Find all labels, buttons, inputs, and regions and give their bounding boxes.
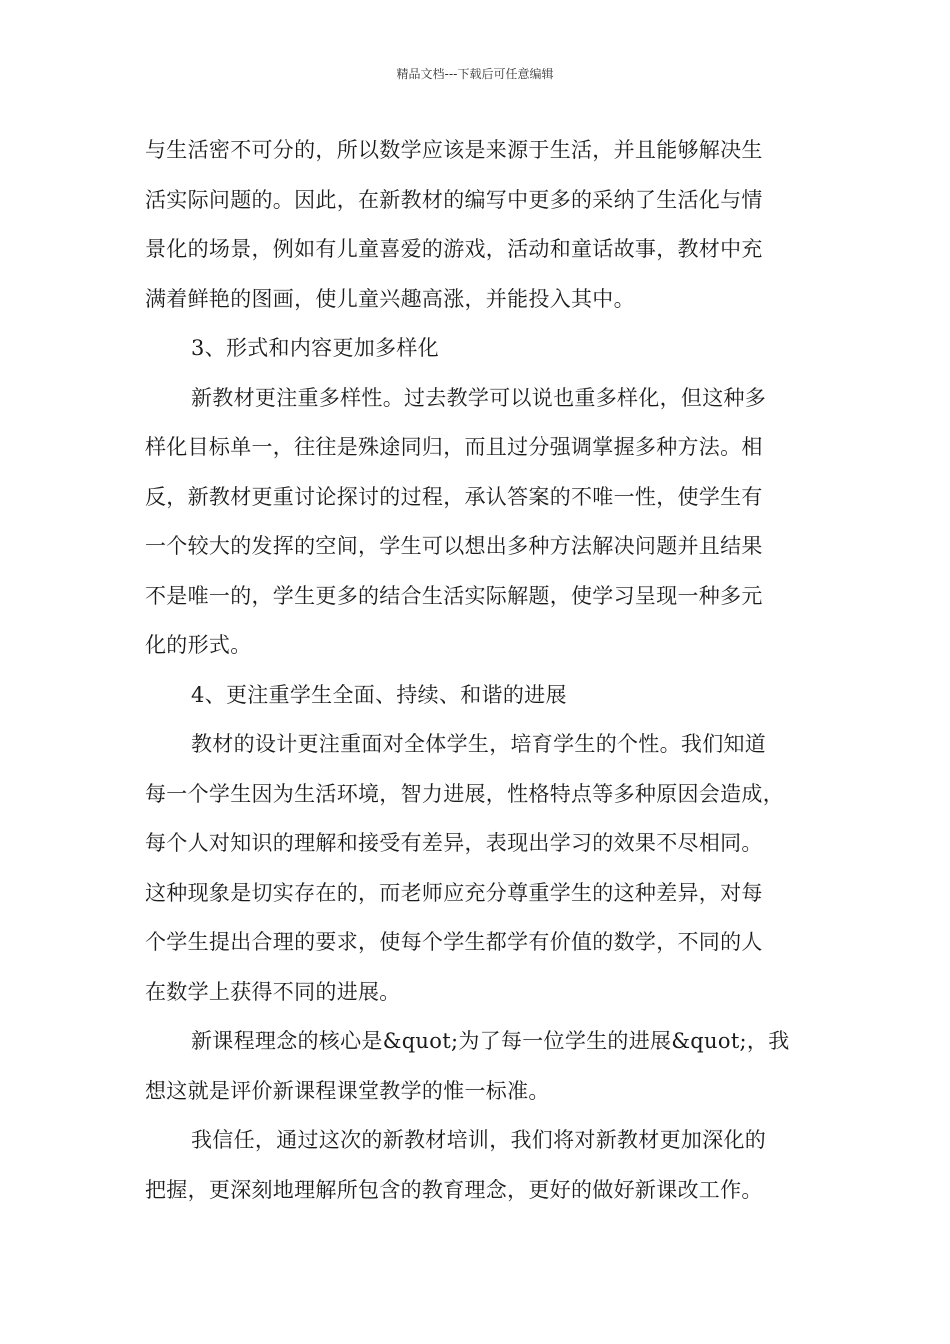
- text-line: 活实际问题的。因此，在新教材的编写中更多的采纳了生活化与情: [145, 187, 763, 212]
- page-header: 精品文档---下载后可任意编辑: [396, 67, 554, 81]
- text-line: 满着鲜艳的图画，使儿童兴趣高涨，并能投入其中。: [145, 286, 635, 311]
- text-line: 教材的设计更注重面对全体学生，培育学生的个性。我们知道: [191, 732, 767, 756]
- text-line: 每一个学生因为生活环境，智力进展，性格特点等多种原因会造成，: [145, 781, 784, 806]
- text-line: 不是唯一的，学生更多的结合生活实际解题，使学习呈现一种多元: [145, 583, 763, 608]
- section-heading: 4、更注重学生全面、持续、和谐的进展: [191, 682, 567, 707]
- section-heading: 3、形式和内容更加多样化: [191, 336, 439, 360]
- text-line: 化的形式。: [145, 633, 252, 657]
- text-line: 样化目标单一，往往是殊途同归，而且过分强调掌握多种方法。相: [145, 435, 763, 459]
- text-line: 这种现象是切实存在的，而老师应充分尊重学生的这种差异，对每: [145, 880, 763, 905]
- text-line: 我信任，通过这次的新教材培训，我们将对新教材更加深化的: [191, 1128, 767, 1152]
- text-line: 反，新教材更重讨论探讨的过程，承认答案的不唯一性，使学生有: [145, 484, 763, 509]
- text-line: 景化的场景，例如有儿童喜爱的游戏，活动和童话故事，教材中充: [145, 237, 763, 261]
- text-line: 想这就是评价新课程课堂教学的惟一标准。: [145, 1078, 550, 1103]
- text-line: 每个人对知识的理解和接受有差异，表现出学习的效果不尽相同。: [145, 831, 763, 855]
- text-line: 个学生提出合理的要求，使每个学生都学有价值的数学，不同的人: [145, 930, 763, 954]
- text-line: 一个较大的发挥的空间，学生可以想出多种方法解决问题并且结果: [145, 534, 763, 558]
- text-line: 新教材更注重多样性。过去教学可以说也重多样化，但这种多: [191, 385, 767, 410]
- text-line: 在数学上获得不同的进展。: [145, 979, 401, 1004]
- text-line: 把握，更深刻地理解所包含的教育理念，更好的做好新课改工作。: [145, 1177, 763, 1202]
- document-body: [145, 126, 817, 1215]
- text-line: 新课程理念的核心是&quot;为了每一位学生的进展&quot;，我: [191, 1029, 790, 1053]
- text-line: 与生活密不可分的，所以数学应该是来源于生活，并且能够解决生: [145, 138, 763, 162]
